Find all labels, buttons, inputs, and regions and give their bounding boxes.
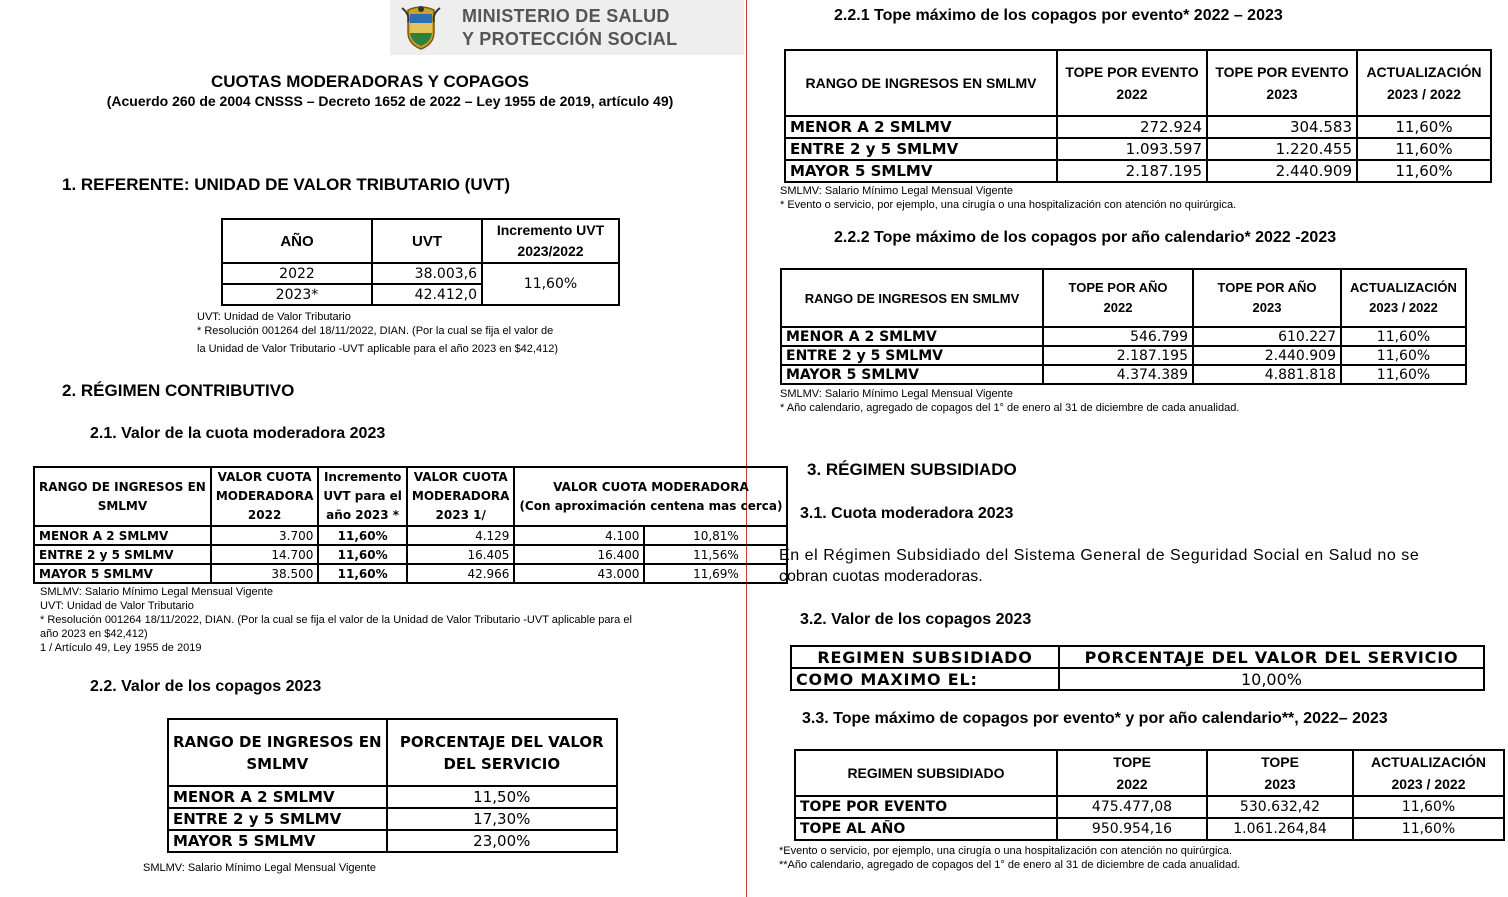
t22-header-range-l2: SMLMV (246, 754, 309, 773)
t21-header-range (34, 467, 211, 526)
t221-act: 11,60% (1357, 116, 1491, 138)
t221-t23: 1.220.455 (1207, 138, 1357, 160)
t22-header-percent-l2: DEL SERVICIO (443, 754, 561, 773)
uvt-header-uvt: UVT (372, 219, 482, 263)
section-3-3-heading: 3.3. Tope máximo de copagos por evento* y por año calendario**, 2022– 2023 (802, 710, 1388, 727)
ministry-name-line2: Y PROTECCIÓN SOCIAL (462, 29, 678, 49)
t22-range: MENOR A 2 SMLMV (168, 786, 387, 808)
t21-range: MENOR A 2 SMLMV (34, 526, 211, 545)
section-2-heading: 2. RÉGIMEN CONTRIBUTIVO (62, 381, 295, 400)
t21-range: ENTRE 2 y 5 SMLMV (34, 545, 211, 564)
t21-header-increment-l3: año 2023 * (326, 508, 400, 522)
uvt-header-increment-l2: 2023/2022 (517, 243, 584, 259)
t221-header-2023-l2: 2023 (1266, 86, 1298, 102)
cuota-moderadora-table (33, 466, 788, 584)
subsidiado-copagos-table (790, 645, 1485, 691)
t21-header-value-2022-l1: VALOR CUOTA (217, 470, 312, 484)
page-divider (746, 0, 747, 897)
uvt-note-3: la Unidad de Valor Tributario -UVT aplicable para el año 2023 en $42,412) (197, 343, 558, 355)
t21-header-range-l2: SMLMV (97, 498, 148, 513)
section-3-heading: 3. RÉGIMEN SUBSIDIADO (807, 460, 1017, 479)
t33-act: 11,60% (1353, 818, 1504, 840)
t222-header-range: RANGO DE INGRESOS EN SMLMV (781, 269, 1043, 327)
ministry-logo-banner (390, 0, 744, 55)
uvt-increment-value: 11,60% (482, 263, 619, 305)
t21-v23: 42.966 (407, 564, 515, 583)
uvt-value-2023: 42.412,0 (372, 284, 482, 305)
table-row (785, 160, 1491, 182)
t222-range: ENTRE 2 y 5 SMLMV (781, 346, 1043, 365)
t22-pct: 17,30% (387, 808, 617, 830)
table-row (34, 564, 787, 583)
t21-v22: 14.700 (211, 545, 319, 564)
table-row (781, 327, 1466, 346)
t33-t23: 530.632,42 (1207, 796, 1353, 818)
t222-header-update-l2: 2023 / 2022 (1369, 300, 1438, 315)
t222-t22: 2.187.195 (1043, 346, 1193, 365)
section-1-heading: 1. REFERENTE: UNIDAD DE VALOR TRIBUTARIO (UVT) (62, 175, 510, 194)
t22-pct: 23,00% (387, 830, 617, 852)
t33-t22: 475.477,08 (1057, 796, 1207, 818)
t22-pct: 11,50% (387, 786, 617, 808)
t21-header-approx-l2: (Con aproximación centena mas cerca) (519, 498, 783, 513)
t32-r1c1: REGIMEN SUBSIDIADO (791, 646, 1059, 668)
t21-header-value-2023-l2: MODERADORA (411, 489, 510, 503)
t33-header-update (1353, 750, 1504, 796)
t222-header-2022-l2: 2022 (1103, 300, 1133, 315)
uvt-header-year: AÑO (222, 219, 372, 263)
t33-header-2022-l2: 2022 (1116, 776, 1148, 792)
coat-of-arms-icon (400, 4, 442, 50)
t222-act: 11,60% (1341, 346, 1466, 365)
t33-header-2023 (1207, 750, 1353, 796)
t221-t23: 2.440.909 (1207, 160, 1357, 182)
t221-header-2022 (1057, 50, 1207, 116)
t221-header-2023-l1: TOPE POR EVENTO (1215, 64, 1349, 80)
t222-header-2023 (1193, 269, 1341, 327)
t21-v22: 3.700 (211, 526, 319, 545)
t221-header-update-l1: ACTUALIZACIÓN (1366, 64, 1482, 80)
t21-v23: 4.129 (407, 526, 515, 545)
uvt-note-1: UVT: Unidad de Valor Tributario (197, 311, 351, 323)
t21-header-increment (318, 467, 407, 526)
t222-act: 11,60% (1341, 327, 1466, 346)
table-row (795, 796, 1504, 818)
t221-act: 11,60% (1357, 138, 1491, 160)
t221-header-range: RANGO DE INGRESOS EN SMLMV (785, 50, 1057, 116)
t21-header-increment-l1: Incremento (323, 470, 402, 484)
t221-header-2023 (1207, 50, 1357, 116)
t21-v22: 38.500 (211, 564, 319, 583)
tope-anual-table (780, 268, 1467, 385)
t222-range: MENOR A 2 SMLMV (781, 327, 1043, 346)
uvt-year-2023: 2023* (222, 284, 372, 305)
t21-header-value-2023 (407, 467, 515, 526)
uvt-header-increment (482, 219, 619, 263)
t21-header-increment-l2: UVT para el (323, 489, 402, 503)
t222-t23: 610.227 (1193, 327, 1341, 346)
table-row (34, 526, 787, 545)
t221-t23: 304.583 (1207, 116, 1357, 138)
t21-pct: 11,69% (644, 564, 787, 583)
t32-r2c2: 10,00% (1059, 668, 1484, 690)
t32-r2c1: COMO MAXIMO EL: (791, 668, 1059, 690)
t222-t23: 2.440.909 (1193, 346, 1341, 365)
t21-header-value-2022-l2: MODERADORA (215, 489, 314, 503)
section-2-1-heading: 2.1. Valor de la cuota moderadora 2023 (90, 425, 386, 442)
uvt-year-2022: 2022 (222, 263, 372, 284)
t21-header-approx-l1: VALOR CUOTA MODERADORA (553, 479, 749, 494)
t21-apx: 4.100 (514, 526, 644, 545)
t221-range: MENOR A 2 SMLMV (785, 116, 1057, 138)
t222-note-2: * Año calendario, agregado de copagos del 1° de enero al 31 de diciembre de cada anualidad. (780, 402, 1240, 414)
t221-act: 11,60% (1357, 160, 1491, 182)
subsidiado-topes-table (794, 749, 1505, 841)
t33-label: TOPE AL AÑO (795, 818, 1057, 840)
section-2-2-2-heading: 2.2.2 Tope máximo de los copagos por año calendario* 2022 -2023 (834, 229, 1337, 246)
t221-t22: 272.924 (1057, 116, 1207, 138)
t222-t22: 4.374.389 (1043, 365, 1193, 384)
t21-note-1: SMLMV: Salario Mínimo Legal Mensual Vigente (40, 586, 273, 598)
t221-t22: 2.187.195 (1057, 160, 1207, 182)
t222-t22: 546.799 (1043, 327, 1193, 346)
uvt-header-increment-l1: Incremento UVT (496, 222, 605, 238)
t21-header-value-2023-l1: VALOR CUOTA (413, 470, 508, 484)
table-row (168, 808, 617, 830)
t21-pct: 10,81% (644, 526, 787, 545)
tope-evento-table (784, 49, 1492, 183)
copagos-table (167, 718, 618, 853)
t222-header-2022 (1043, 269, 1193, 327)
t222-header-2022-l1: TOPE POR AÑO (1068, 280, 1168, 295)
t33-note-2: **Año calendario, agregado de copagos del 1° de enero al 31 de diciembre de cada anualidad. (779, 859, 1241, 871)
section-3-1-heading: 3.1. Cuota moderadora 2023 (800, 505, 1014, 522)
t221-t22: 1.093.597 (1057, 138, 1207, 160)
section-3-1-paragraph-l1: En el Régimen Subsidiado del Sistema General de Seguridad Social en Salud no se (779, 547, 1420, 564)
t22-range: MAYOR 5 SMLMV (168, 830, 387, 852)
ministry-name-line1: MINISTERIO DE SALUD (462, 6, 670, 26)
t33-note-1: *Evento o servicio, por ejemplo, una cirugía o una hospitalización con atención no quirúrgica. (779, 845, 1233, 857)
t33-t22: 950.954,16 (1057, 818, 1207, 840)
table-row (168, 786, 617, 808)
table-row (781, 365, 1466, 384)
section-3-2-heading: 3.2. Valor de los copagos 2023 (800, 611, 1032, 628)
uvt-note-2: * Resolución 001264 del 18/11/2022, DIAN. (Por la cual se fija el valor de (197, 325, 554, 337)
t221-header-2022-l1: TOPE POR EVENTO (1065, 64, 1199, 80)
t21-header-value-2023-l3: 2023 1/ (435, 508, 486, 522)
t222-header-update-l1: ACTUALIZACIÓN (1350, 280, 1457, 295)
t33-act: 11,60% (1353, 796, 1504, 818)
t21-pct: 11,56% (644, 545, 787, 564)
t33-header-2023-l2: 2023 (1264, 776, 1296, 792)
t21-range: MAYOR 5 SMLMV (34, 564, 211, 583)
t21-note-2: UVT: Unidad de Valor Tributario (40, 600, 194, 612)
t21-header-approx (514, 467, 787, 526)
t21-note-4: año 2023 en $42,412) (40, 628, 148, 640)
section-2-2-heading: 2.2. Valor de los copagos 2023 (90, 678, 322, 695)
section-3-1-paragraph (779, 545, 1501, 587)
t21-note-3: * Resolución 001264 18/11/2022, DIAN. (Por la cual se fija el valor de la Unidad de Valor Tributario -UVT aplicable para el (40, 614, 632, 626)
t22-header-range-l1: RANGO DE INGRESOS EN (173, 732, 382, 751)
section-3-1-paragraph-l2: cobran cuotas moderadoras. (779, 568, 983, 585)
table-row (168, 830, 617, 852)
uvt-table (221, 218, 620, 306)
t33-header-update-l1: ACTUALIZACIÓN (1370, 754, 1487, 770)
t221-range: MAYOR 5 SMLMV (785, 160, 1057, 182)
t21-inc: 11,60% (318, 526, 407, 545)
uvt-value-2022: 38.003,6 (372, 263, 482, 284)
t21-header-value-2022-l3: 2022 (247, 508, 282, 522)
t21-v23: 16.405 (407, 545, 515, 564)
t222-header-update (1341, 269, 1466, 327)
t33-header-2022-l1: TOPE (1113, 754, 1151, 770)
t222-note-1: SMLMV: Salario Mínimo Legal Mensual Vigente (780, 388, 1013, 400)
t33-header-update-l2: 2023 / 2022 (1391, 776, 1466, 792)
t22-header-percent (387, 719, 617, 786)
t222-range: MAYOR 5 SMLMV (781, 365, 1043, 384)
t221-header-update (1357, 50, 1491, 116)
t21-inc: 11,60% (318, 545, 407, 564)
t222-header-2023-l1: TOPE POR AÑO (1217, 280, 1317, 295)
t21-note-5: 1 / Artículo 49, Ley 1955 de 2019 (40, 642, 202, 654)
t222-act: 11,60% (1341, 365, 1466, 384)
document-subtitle: (Acuerdo 260 de 2004 CNSSS – Decreto 1652 de 2022 – Ley 1955 de 2019, artículo 49) (106, 93, 674, 109)
t22-header-range (168, 719, 387, 786)
t33-header-2023-l1: TOPE (1261, 754, 1299, 770)
t32-r1c2: PORCENTAJE DEL VALOR DEL SERVICIO (1059, 646, 1484, 668)
t21-inc: 11,60% (318, 564, 407, 583)
t221-note-1: SMLMV: Salario Mínimo Legal Mensual Vigente (780, 185, 1013, 197)
t221-range: ENTRE 2 y 5 SMLMV (785, 138, 1057, 160)
t22-range: ENTRE 2 y 5 SMLMV (168, 808, 387, 830)
t22-note: SMLMV: Salario Mínimo Legal Mensual Vigente (143, 862, 376, 874)
t222-header-2023-l2: 2023 (1252, 300, 1282, 315)
t221-header-update-l2: 2023 / 2022 (1387, 86, 1461, 102)
table-row (785, 138, 1491, 160)
t221-note-2: * Evento o servicio, por ejemplo, una cirugía o una hospitalización con atención no quirúrgica. (780, 199, 1237, 211)
t21-header-value-2022 (211, 467, 319, 526)
t33-header-regime: REGIMEN SUBSIDIADO (795, 750, 1057, 796)
t21-apx: 16.400 (514, 545, 644, 564)
table-row (34, 545, 787, 564)
document-title: CUOTAS MODERADORAS Y COPAGOS (211, 72, 529, 91)
t221-header-2022-l2: 2022 (1116, 86, 1148, 102)
t33-t23: 1.061.264,84 (1207, 818, 1353, 840)
table-row (795, 818, 1504, 840)
table-row (781, 346, 1466, 365)
t33-header-2022 (1057, 750, 1207, 796)
t22-header-percent-l1: PORCENTAJE DEL VALOR (399, 732, 604, 751)
t21-apx: 43.000 (514, 564, 644, 583)
table-row (785, 116, 1491, 138)
section-2-2-1-heading: 2.2.1 Tope máximo de los copagos por evento* 2022 – 2023 (834, 7, 1283, 24)
t222-t23: 4.881.818 (1193, 365, 1341, 384)
t21-header-range-l1: RANGO DE INGRESOS EN (39, 479, 206, 494)
t33-label: TOPE POR EVENTO (795, 796, 1057, 818)
